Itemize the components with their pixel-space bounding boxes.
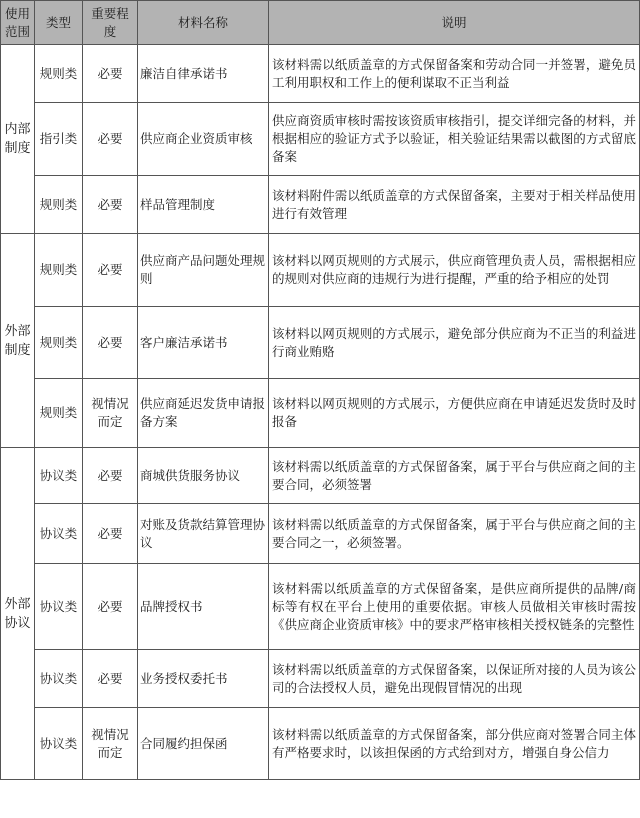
table-row bbox=[1, 234, 640, 307]
importance-cell: 必要 bbox=[83, 564, 138, 650]
description-cell: 该材料需以纸质盖章的方式保留备案，属于平台与供应商之间的主要合同，必须签署 bbox=[269, 448, 640, 504]
scope-cell: 内部制度 bbox=[1, 45, 35, 234]
importance-cell: 必要 bbox=[83, 176, 138, 234]
table-row bbox=[1, 504, 640, 564]
description-cell: 供应商资质审核时需按该资质审核指引，提交详细完备的材料，并根据相应的验证方式予以验证，相关验证结果需以截图的方式留底备案 bbox=[269, 103, 640, 176]
scope-cell: 外部协议 bbox=[1, 448, 35, 780]
header-scope: 使用范围 bbox=[1, 1, 35, 45]
table-row bbox=[1, 45, 640, 103]
description-cell: 该材料以网页规则的方式展示，方便供应商在申请延迟发货时及时报备 bbox=[269, 379, 640, 448]
table-row bbox=[1, 176, 640, 234]
table-row bbox=[1, 103, 640, 176]
table-row bbox=[1, 448, 640, 504]
importance-cell: 必要 bbox=[83, 234, 138, 307]
type-cell: 规则类 bbox=[35, 307, 83, 379]
material-name-cell: 客户廉洁承诺书 bbox=[138, 307, 269, 379]
type-cell: 规则类 bbox=[35, 234, 83, 307]
header-row bbox=[1, 1, 640, 45]
table-row bbox=[1, 650, 640, 708]
table-row bbox=[1, 379, 640, 448]
type-cell: 规则类 bbox=[35, 45, 83, 103]
description-cell: 该材料以网页规则的方式展示，供应商管理负责人员，需根据相应的规则对供应商的违规行为进行提醒，严重的给予相应的处罚 bbox=[269, 234, 640, 307]
table-row bbox=[1, 307, 640, 379]
description-cell: 该材料需以纸质盖章的方式保留备案，是供应商所提供的品牌/商标等有权在平台上使用的重要依据。审核人员做相关审核时需按《供应商企业资质审核》中的要求严格审核相关授权链条的完整性 bbox=[269, 564, 640, 650]
material-name-cell: 品牌授权书 bbox=[138, 564, 269, 650]
type-cell: 指引类 bbox=[35, 103, 83, 176]
material-name-cell: 对账及货款结算管理协议 bbox=[138, 504, 269, 564]
header-type: 类型 bbox=[35, 1, 83, 45]
description-cell: 该材料需以纸质盖章的方式保留备案，部分供应商对签署合同主体有严格要求时，以该担保函的方式给到对方，增强自身公信力 bbox=[269, 708, 640, 780]
description-cell: 该材料需以纸质盖章的方式保留备案和劳动合同一并签署，避免员工利用职权和工作上的便利谋取不正当利益 bbox=[269, 45, 640, 103]
description-cell: 该材料以网页规则的方式展示，避免部分供应商为不正当的利益进行商业贿赂 bbox=[269, 307, 640, 379]
material-name-cell: 廉洁自律承诺书 bbox=[138, 45, 269, 103]
description-cell: 该材料需以纸质盖章的方式保留备案，以保证所对接的人员为该公司的合法授权人员，避免出现假冒情况的出现 bbox=[269, 650, 640, 708]
importance-cell: 必要 bbox=[83, 650, 138, 708]
type-cell: 协议类 bbox=[35, 708, 83, 780]
material-name-cell: 业务授权委托书 bbox=[138, 650, 269, 708]
importance-cell: 视情况而定 bbox=[83, 708, 138, 780]
header-importance: 重要程度 bbox=[83, 1, 138, 45]
material-name-cell: 商城供货服务协议 bbox=[138, 448, 269, 504]
type-cell: 协议类 bbox=[35, 504, 83, 564]
importance-cell: 必要 bbox=[83, 103, 138, 176]
type-cell: 规则类 bbox=[35, 379, 83, 448]
material-name-cell: 供应商延迟发货申请报备方案 bbox=[138, 379, 269, 448]
material-name-cell: 合同履约担保函 bbox=[138, 708, 269, 780]
type-cell: 协议类 bbox=[35, 564, 83, 650]
material-name-cell: 供应商企业资质审核 bbox=[138, 103, 269, 176]
importance-cell: 必要 bbox=[83, 45, 138, 103]
table-row bbox=[1, 564, 640, 650]
material-name-cell: 样品管理制度 bbox=[138, 176, 269, 234]
type-cell: 协议类 bbox=[35, 650, 83, 708]
importance-cell: 必要 bbox=[83, 307, 138, 379]
type-cell: 协议类 bbox=[35, 448, 83, 504]
description-cell: 该材料需以纸质盖章的方式保留备案，属于平台与供应商之间的主要合同之一，必须签署。 bbox=[269, 504, 640, 564]
description-cell: 该材料附件需以纸质盖章的方式保留备案，主要对于相关样品使用进行有效管理 bbox=[269, 176, 640, 234]
material-name-cell: 供应商产品问题处理规则 bbox=[138, 234, 269, 307]
header-description: 说明 bbox=[269, 1, 640, 45]
header-material-name: 材料名称 bbox=[138, 1, 269, 45]
scope-cell: 外部制度 bbox=[1, 234, 35, 448]
importance-cell: 必要 bbox=[83, 504, 138, 564]
type-cell: 规则类 bbox=[35, 176, 83, 234]
importance-cell: 必要 bbox=[83, 448, 138, 504]
table-row bbox=[1, 708, 640, 780]
importance-cell: 视情况而定 bbox=[83, 379, 138, 448]
